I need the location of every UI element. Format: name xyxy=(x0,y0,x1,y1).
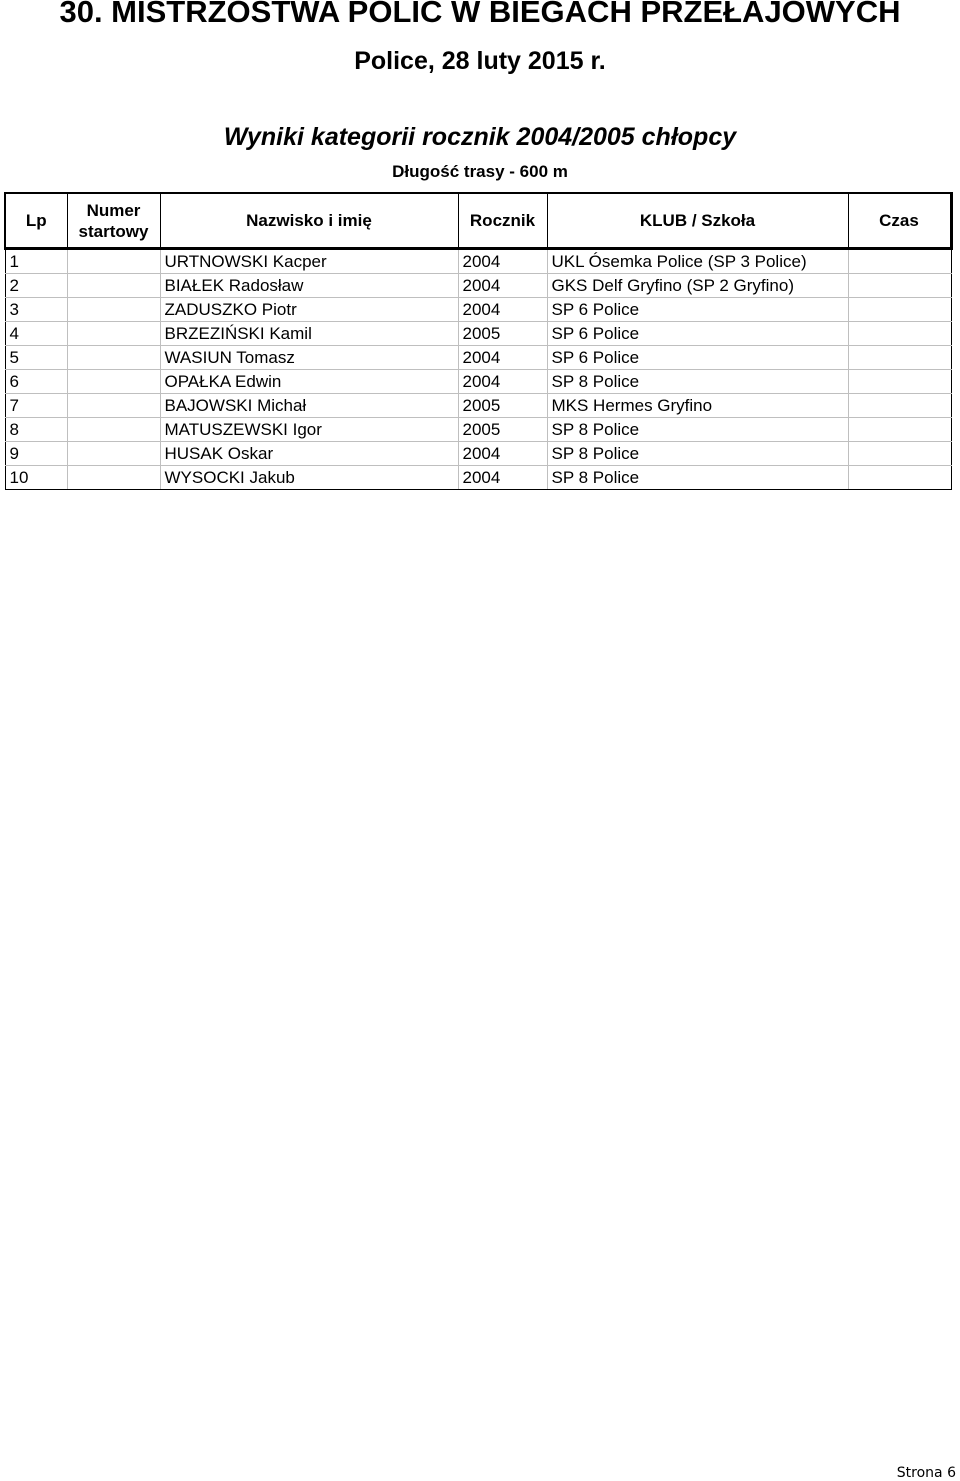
cell-klub: SP 6 Police xyxy=(547,298,848,322)
table-row xyxy=(5,298,951,322)
cell-rocznik: 2005 xyxy=(458,322,547,346)
cell-nazwisko: BIAŁEK Radosław xyxy=(160,274,458,298)
cell-klub: SP 6 Police xyxy=(547,322,848,346)
cell-klub: UKL Ósemka Police (SP 3 Police) xyxy=(547,249,848,274)
cell-rocznik: 2004 xyxy=(458,274,547,298)
cell-numer xyxy=(67,418,160,442)
cell-klub: SP 8 Police xyxy=(547,442,848,466)
table-row xyxy=(5,370,951,394)
cell-czas xyxy=(848,322,951,346)
cell-czas xyxy=(848,249,951,274)
cell-czas xyxy=(848,394,951,418)
cell-numer xyxy=(67,298,160,322)
column-header-rocznik: Rocznik xyxy=(458,193,547,249)
cell-rocznik: 2004 xyxy=(458,346,547,370)
results-table xyxy=(4,192,953,490)
cell-czas xyxy=(848,298,951,322)
category-title: Wyniki kategorii rocznik 2004/2005 chłopcy xyxy=(223,123,737,151)
cell-lp: 1 xyxy=(5,249,67,274)
cell-klub: SP 8 Police xyxy=(547,466,848,490)
table-row xyxy=(5,249,951,274)
cell-numer xyxy=(67,346,160,370)
cell-lp: 10 xyxy=(5,466,67,490)
cell-numer xyxy=(67,322,160,346)
cell-nazwisko: BAJOWSKI Michał xyxy=(160,394,458,418)
column-header-nazwisko: Nazwisko i imię xyxy=(160,193,458,249)
cell-czas xyxy=(848,346,951,370)
cell-czas xyxy=(848,418,951,442)
cell-klub: MKS Hermes Gryfino xyxy=(547,394,848,418)
cell-lp: 6 xyxy=(5,370,67,394)
cell-rocznik: 2005 xyxy=(458,394,547,418)
table-row xyxy=(5,346,951,370)
cell-czas xyxy=(848,370,951,394)
results-body xyxy=(5,249,951,490)
table-row xyxy=(5,442,951,466)
cell-rocznik: 2004 xyxy=(458,249,547,274)
cell-nazwisko: URTNOWSKI Kacper xyxy=(160,249,458,274)
table-row xyxy=(5,394,951,418)
cell-nazwisko: WYSOCKI Jakub xyxy=(160,466,458,490)
column-header-lp: Lp xyxy=(5,193,67,249)
cell-numer xyxy=(67,466,160,490)
cell-rocznik: 2005 xyxy=(458,418,547,442)
cell-klub: SP 6 Police xyxy=(547,346,848,370)
cell-numer xyxy=(67,442,160,466)
cell-nazwisko: MATUSZEWSKI Igor xyxy=(160,418,458,442)
cell-numer xyxy=(67,370,160,394)
table-row xyxy=(5,322,951,346)
cell-klub: SP 8 Police xyxy=(547,418,848,442)
cell-nazwisko: ZADUSZKO Piotr xyxy=(160,298,458,322)
cell-klub: SP 8 Police xyxy=(547,370,848,394)
cell-lp: 2 xyxy=(5,274,67,298)
cell-lp: 7 xyxy=(5,394,67,418)
event-title: 30. MISTRZOSTWA POLIC W BIEGACH PRZEŁAJOWYCH xyxy=(59,0,901,29)
column-header-czas: Czas xyxy=(848,193,951,249)
cell-lp: 8 xyxy=(5,418,67,442)
cell-rocznik: 2004 xyxy=(458,466,547,490)
cell-czas xyxy=(848,466,951,490)
cell-numer xyxy=(67,274,160,298)
route-length: Długość trasy - 600 m xyxy=(392,162,568,181)
cell-lp: 5 xyxy=(5,346,67,370)
table-row xyxy=(5,466,951,490)
cell-klub: GKS Delf Gryfino (SP 2 Gryfino) xyxy=(547,274,848,298)
cell-czas xyxy=(848,442,951,466)
table-row xyxy=(5,418,951,442)
cell-rocznik: 2004 xyxy=(458,370,547,394)
cell-lp: 9 xyxy=(5,442,67,466)
page-number: Strona 6 xyxy=(896,1465,956,1481)
cell-rocznik: 2004 xyxy=(458,442,547,466)
cell-nazwisko: HUSAK Oskar xyxy=(160,442,458,466)
cell-numer xyxy=(67,249,160,274)
cell-nazwisko: OPAŁKA Edwin xyxy=(160,370,458,394)
table-row xyxy=(5,274,951,298)
cell-numer xyxy=(67,394,160,418)
event-date: Police, 28 luty 2015 r. xyxy=(354,47,606,75)
cell-czas xyxy=(848,274,951,298)
cell-nazwisko: BRZEZIŃSKI Kamil xyxy=(160,322,458,346)
cell-nazwisko: WASIUN Tomasz xyxy=(160,346,458,370)
column-header-klub: KLUB / Szkoła xyxy=(547,193,848,249)
cell-lp: 3 xyxy=(5,298,67,322)
column-header-numer: Numer startowy xyxy=(67,193,160,249)
cell-lp: 4 xyxy=(5,322,67,346)
table-header-row xyxy=(5,193,951,249)
cell-rocznik: 2004 xyxy=(458,298,547,322)
